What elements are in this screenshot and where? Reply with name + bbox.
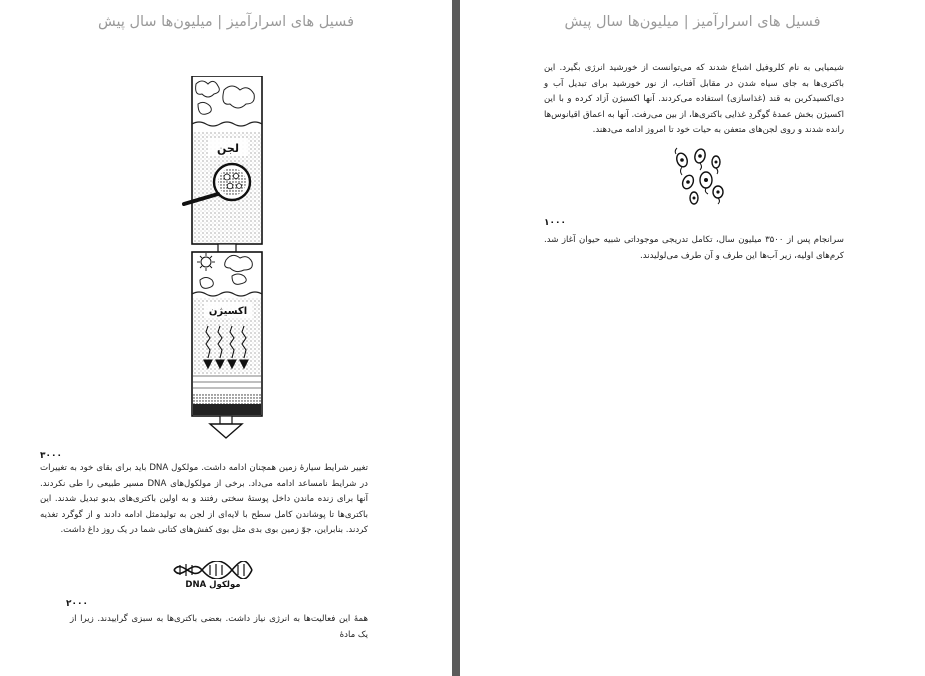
illustration-label-oxygen: اکسیژن <box>208 306 248 317</box>
right-page <box>460 0 925 676</box>
left-paragraph-2: همهٔ این فعالیت‌ها به انرژی نیاز داشت. بعضی باکتری‌ها به سبزی گراییدند. زیرا از یک مادهٔ <box>70 614 368 640</box>
bacteria-illustration <box>672 146 728 206</box>
right-year-1000: ۱۰۰۰ <box>544 218 566 228</box>
left-year-3000: ۳۰۰۰ <box>40 451 62 461</box>
right-paragraph-1: شیمیایی به نام کلروفیل اشباع شدند که می‌توانست از خورشید انرژی بگیرد. این باکتری‌ها به جای سیاه شدن در مقابل آفتاب، از نور خورشید برای تبدیل آب و دی‌اکسیدکربن به قند (غذاسازی) استفاده می‌کردند. آنها اکسیژن آزاد کرده و با این اکسیژن بخش عمدهٔ گوگردِ غذایی باکتری‌ها، از بین می‌رفت. آنها به اعماق اقیانوس‌ها رانده شدند و روی لجن‌های متعفن به حیات خود تا امروز ادامه می‌دهند. <box>544 63 844 136</box>
left-paragraph-1: تغییر شرایط سیارهٔ زمین همچنان ادامه داشت. مولکول DNA باید برای بقای خود به تغییرات در شرایط نامساعد ادامه می‌داد. برخی از مولکول‌های DNA مسیر طبیعی را طی نکردند. آنها برای زنده ماندن داخل پوستهٔ سختی رفتند و به اولین باکتری‌های بدبو تبدیل شدند. این باکتری‌ها تا پوشاندن کامل سطح با لایه‌ای از لجن به تولیدمثل ادامه دادند و از گوگرد تغذیه کردند. بنابراین، جوّ زمین بوی بدی مثل بوی کفش‌های کتانی شما در یک روز داغ داشت. <box>40 463 369 536</box>
right-paragraph-2: سرانجام پس از ۳۵۰۰ میلیون سال، تکامل تدریجی موجوداتی شبیه حیوان آغاز شد. کرم‌های اولیه، زیر آب‌ها این طرف و آن طرف می‌لولیدند. <box>544 235 844 261</box>
left-page <box>0 0 452 676</box>
illustration-label-slime: لجن <box>217 142 239 155</box>
left-year-2000: ۲۰۰۰ <box>66 599 88 609</box>
earth-layers-illustration <box>178 76 270 440</box>
dna-caption: مولکول DNA <box>185 580 241 590</box>
right-running-head: فسیل های اسرارآمیز | میلیون‌ها سال پیش <box>564 14 821 30</box>
left-running-head: فسیل های اسرارآمیز | میلیون‌ها سال پیش <box>97 14 355 30</box>
page-gutter <box>452 0 460 676</box>
dna-molecule-illustration <box>172 561 254 579</box>
